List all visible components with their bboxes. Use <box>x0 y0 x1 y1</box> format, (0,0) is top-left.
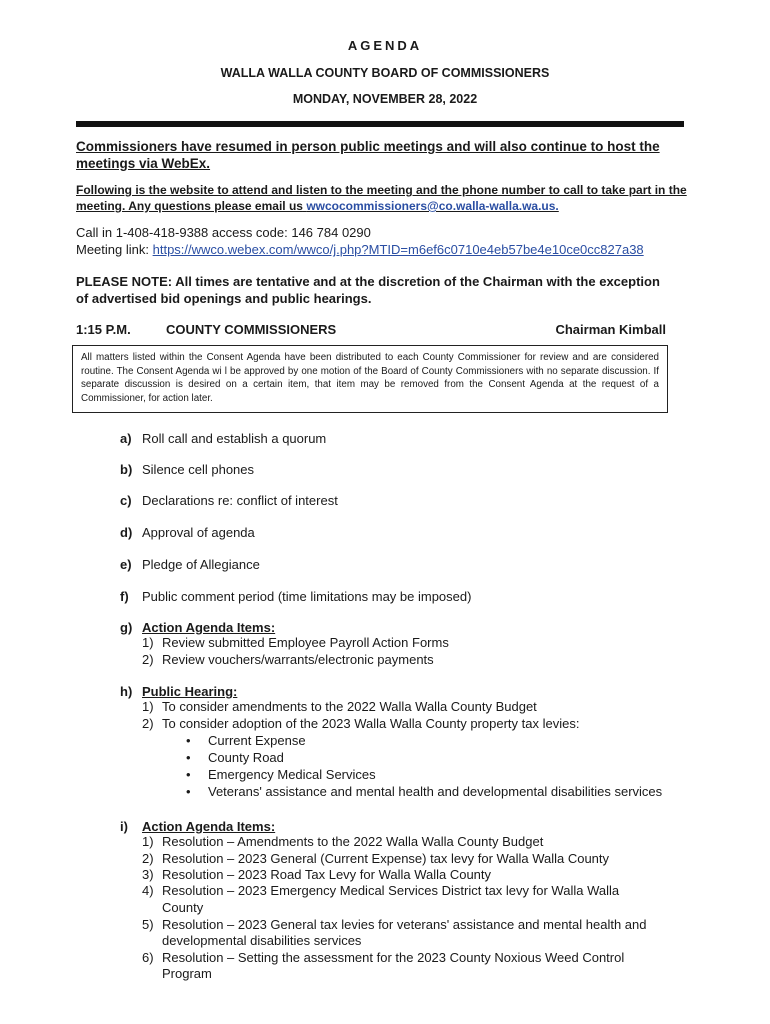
schedule-dept: COUNTY COMMISSIONERS <box>166 322 337 337</box>
following-notice <box>76 182 696 214</box>
board-name: WALLA WALLA COUNTY BOARD OF COMMISSIONERS <box>220 66 550 80</box>
sub-number: 4) <box>142 883 154 898</box>
meeting-date: MONDAY, NOVEMBER 28, 2022 <box>292 92 478 106</box>
bullet-icon: • <box>186 767 191 782</box>
sub-item <box>142 652 434 669</box>
schedule-chair: Chairman Kimball <box>555 322 666 337</box>
sub-number: 2) <box>142 851 154 866</box>
sub-number: 2) <box>142 652 154 667</box>
sub-text: Resolution – Setting the assessment for the 2023 County Noxious Weed Control <box>162 950 625 965</box>
consent-agenda-box: All matters listed within the Consent Agenda have been distributed to each County Commissioner for review and are considered routine. The Consent Agenda wi l be approved by one motion of the Board of County Commissioners with no separate discussion. If separate discussion is desired on a certain item, that item may be removed from the Consent Agenda at the request of a Commissioner, for action later. <box>72 345 668 413</box>
item-label: b) <box>120 462 133 477</box>
item-label: a) <box>120 431 132 446</box>
sub-text: Resolution – 2023 General tax levies for veterans' assistance and mental health and <box>162 917 647 932</box>
bullet-text: County Road <box>208 750 284 765</box>
sub-item <box>142 867 491 884</box>
page-title: AGENDA <box>347 38 423 53</box>
bullet-icon: • <box>186 750 191 765</box>
sub-number: 6) <box>142 950 154 965</box>
contact-email-link[interactable]: wwcocommissioners@co.walla-walla.wa.us. <box>306 199 559 213</box>
sub-text: Resolution – 2023 Road Tax Levy for Walla Walla County <box>162 867 492 882</box>
item-text: Roll call and establish a quorum <box>142 431 327 446</box>
sub-item <box>142 716 579 733</box>
sub-text: To consider amendments to the 2022 Walla Walla County Budget <box>162 699 537 714</box>
sub-number: 1) <box>142 635 154 650</box>
resumed-notice: Commissioners have resumed in person public meetings and will also continue to host the meetings via WebEx. <box>76 139 660 171</box>
sub-number: 5) <box>142 917 154 932</box>
sub-item <box>142 917 647 934</box>
sub-item <box>142 950 624 967</box>
following-text: Following is the website to attend and listen to the meeting and the phone number to call to take part in the meeting. Any questions please email us <box>76 183 687 213</box>
meeting-link[interactable]: https://wwco.webex.com/wwco/j.php?MTID=m6ef6c0710e4eb57be4e10ce0cc827a38 <box>152 242 644 257</box>
item-text: Silence cell phones <box>142 462 255 477</box>
sub-text-continued: County <box>162 900 204 915</box>
sub-text: Resolution – 2023 Emergency Medical Services District tax levy for Walla Walla <box>162 883 620 898</box>
schedule-time: 1:15 P.M. <box>76 322 131 337</box>
item-label: d) <box>120 525 133 540</box>
item-label: i) <box>120 819 128 834</box>
bullet-item <box>186 784 662 801</box>
sub-item <box>142 883 619 900</box>
sub-number: 1) <box>142 699 154 714</box>
item-heading: Action Agenda Items: <box>142 819 276 834</box>
sub-item <box>142 851 609 868</box>
sub-number: 1) <box>142 834 154 849</box>
item-text: Public comment period (time limitations may be imposed) <box>142 589 472 604</box>
sub-text-continued: Program <box>162 966 212 981</box>
bullet-text: Emergency Medical Services <box>208 767 376 782</box>
item-heading: Action Agenda Items: <box>142 620 276 635</box>
item-text: Approval of agenda <box>142 525 255 540</box>
sub-text-continued: developmental disabilities services <box>162 933 362 948</box>
please-note: PLEASE NOTE: All times are tentative and at the discretion of the Chairman with the exception of advertised bid openings and public hearings. <box>76 274 660 306</box>
item-label: c) <box>120 493 132 508</box>
sub-text: Review vouchers/warrants/electronic payments <box>162 652 434 667</box>
bullet-text: Current Expense <box>208 733 306 748</box>
item-heading: Public Hearing: <box>142 684 238 699</box>
bullet-item <box>186 733 306 750</box>
item-text: Pledge of Allegiance <box>142 557 260 572</box>
header-rule <box>76 121 684 127</box>
item-label: g) <box>120 620 133 635</box>
meeting-link-label: Meeting link: <box>76 242 149 257</box>
meeting-link-line <box>76 241 696 258</box>
bullet-item <box>186 767 376 784</box>
bullet-icon: • <box>186 784 191 799</box>
item-label: h) <box>120 684 133 699</box>
bullet-icon: • <box>186 733 191 748</box>
call-in-number: Call in 1-408-418-9388 access code: 146 784 0290 <box>76 225 371 240</box>
sub-text: Resolution – Amendments to the 2022 Walla Walla County Budget <box>162 834 544 849</box>
sub-number: 2) <box>142 716 154 731</box>
sub-item <box>142 635 449 652</box>
item-label: f) <box>120 589 129 604</box>
bullet-item <box>186 750 284 767</box>
item-text: Declarations re: conflict of interest <box>142 493 338 508</box>
sub-text: Resolution – 2023 General (Current Expense) tax levy for Walla Walla County <box>162 851 610 866</box>
sub-text: Review submitted Employee Payroll Action Forms <box>162 635 449 650</box>
bullet-text: Veterans' assistance and mental health and developmental disabilities services <box>208 784 663 799</box>
sub-text: To consider adoption of the 2023 Walla Walla County property tax levies: <box>162 716 580 731</box>
sub-number: 3) <box>142 867 154 882</box>
sub-item <box>142 699 537 716</box>
sub-item <box>142 834 543 851</box>
item-label: e) <box>120 557 132 572</box>
call-in-info <box>76 224 696 258</box>
